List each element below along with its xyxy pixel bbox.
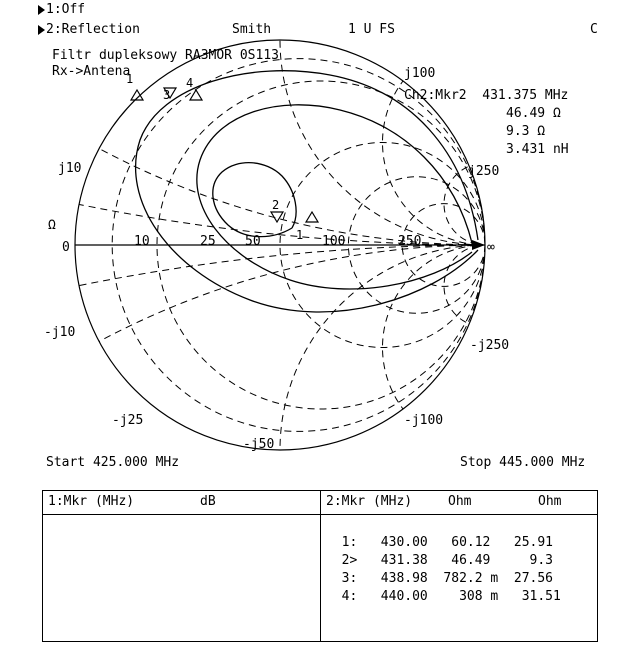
axis-label-10: 10 [134,234,150,249]
plot-marker-3[interactable]: 3 [163,88,171,102]
table-row[interactable] [326,574,561,604]
marker-readout-inductance: 3.431 nH [506,142,569,157]
table-right-header-divider [320,514,598,515]
axis-label-j100-top: j100 [404,66,436,81]
measurement-title-line1: Filtr dupleksowy RA3MOR 0S113 [52,48,279,63]
plot-marker-4[interactable]: 4 [186,76,194,90]
axis-label-0: 0 [62,240,70,255]
marker-r: 60.12 [451,535,491,550]
plot-marker-2[interactable]: 2 [272,198,280,212]
scale-label[interactable]: 1 U FS [348,22,395,37]
marker-index: 4: [341,589,358,604]
marker-index: 1: [341,535,358,550]
marker-x: 31.51 [521,589,561,604]
marker-index: 3: [341,571,358,586]
table-vertical-divider [320,490,321,642]
marker-x: 25.91 [513,535,554,550]
correction-indicator: C [590,22,598,37]
marker-readout-resistance: 46.49 Ω [506,106,561,121]
trace1-status[interactable]: 1:Off [46,2,86,17]
axis-label-minus-j250: -j250 [470,338,510,353]
axis-label-50: 50 [245,234,261,249]
table-left-header-unit: dB [200,494,216,509]
table-right-header-channel: 2:Mkr (MHz) [326,494,413,509]
marker-freq: 431.38 [380,553,428,568]
axis-label-100: 100 [322,234,346,249]
measurement-title-line2: Rx->Antena [52,64,131,79]
marker-r: 782.2 m [443,571,499,586]
axis-label-ohm: Ω [48,218,56,233]
plot-marker-1-top[interactable]: 1 [126,72,134,86]
marker-freq: 438.98 [380,571,428,586]
axis-label-minus-j25: -j25 [112,413,144,428]
marker-freq: 440.00 [380,589,428,604]
axis-label-j10: j10 [58,161,82,176]
marker-r: 46.49 [451,553,491,568]
marker-index: 2> [341,553,358,568]
axis-label-infinity: ∞ [487,240,495,255]
marker-readout-reactance: 9.3 Ω [506,124,546,139]
plot-marker-1-mid[interactable]: 1 [296,228,304,242]
marker-x: 27.56 [513,571,554,586]
marker-readout-line1: Ch2:Mkr2 431.375 MHz [404,88,569,103]
axis-label-25: 25 [200,234,216,249]
trace2-status[interactable]: 2:Reflection [46,22,140,37]
axis-label-minus-j50: -j50 [243,437,275,452]
table-left-header-divider [42,514,320,515]
axis-label-j250: j250 [468,164,500,179]
table-right-header-unit2: Ohm [538,494,562,509]
axis-label-minus-j100: -j100 [404,413,444,428]
marker-freq: 430.00 [380,535,428,550]
marker-x: 9.3 [529,553,554,568]
format-label[interactable]: Smith [232,22,272,37]
stop-frequency-label[interactable]: Stop 445.000 MHz [460,455,586,470]
table-left-header-channel: 1:Mkr (MHz) [48,494,135,509]
axis-label-250: 250 [398,234,422,249]
marker-r: 308 m [459,589,499,604]
axis-label-minus-j10: -j10 [44,325,76,340]
table-right-header-unit1: Ohm [448,494,472,509]
start-frequency-label[interactable]: Start 425.000 MHz [46,455,180,470]
